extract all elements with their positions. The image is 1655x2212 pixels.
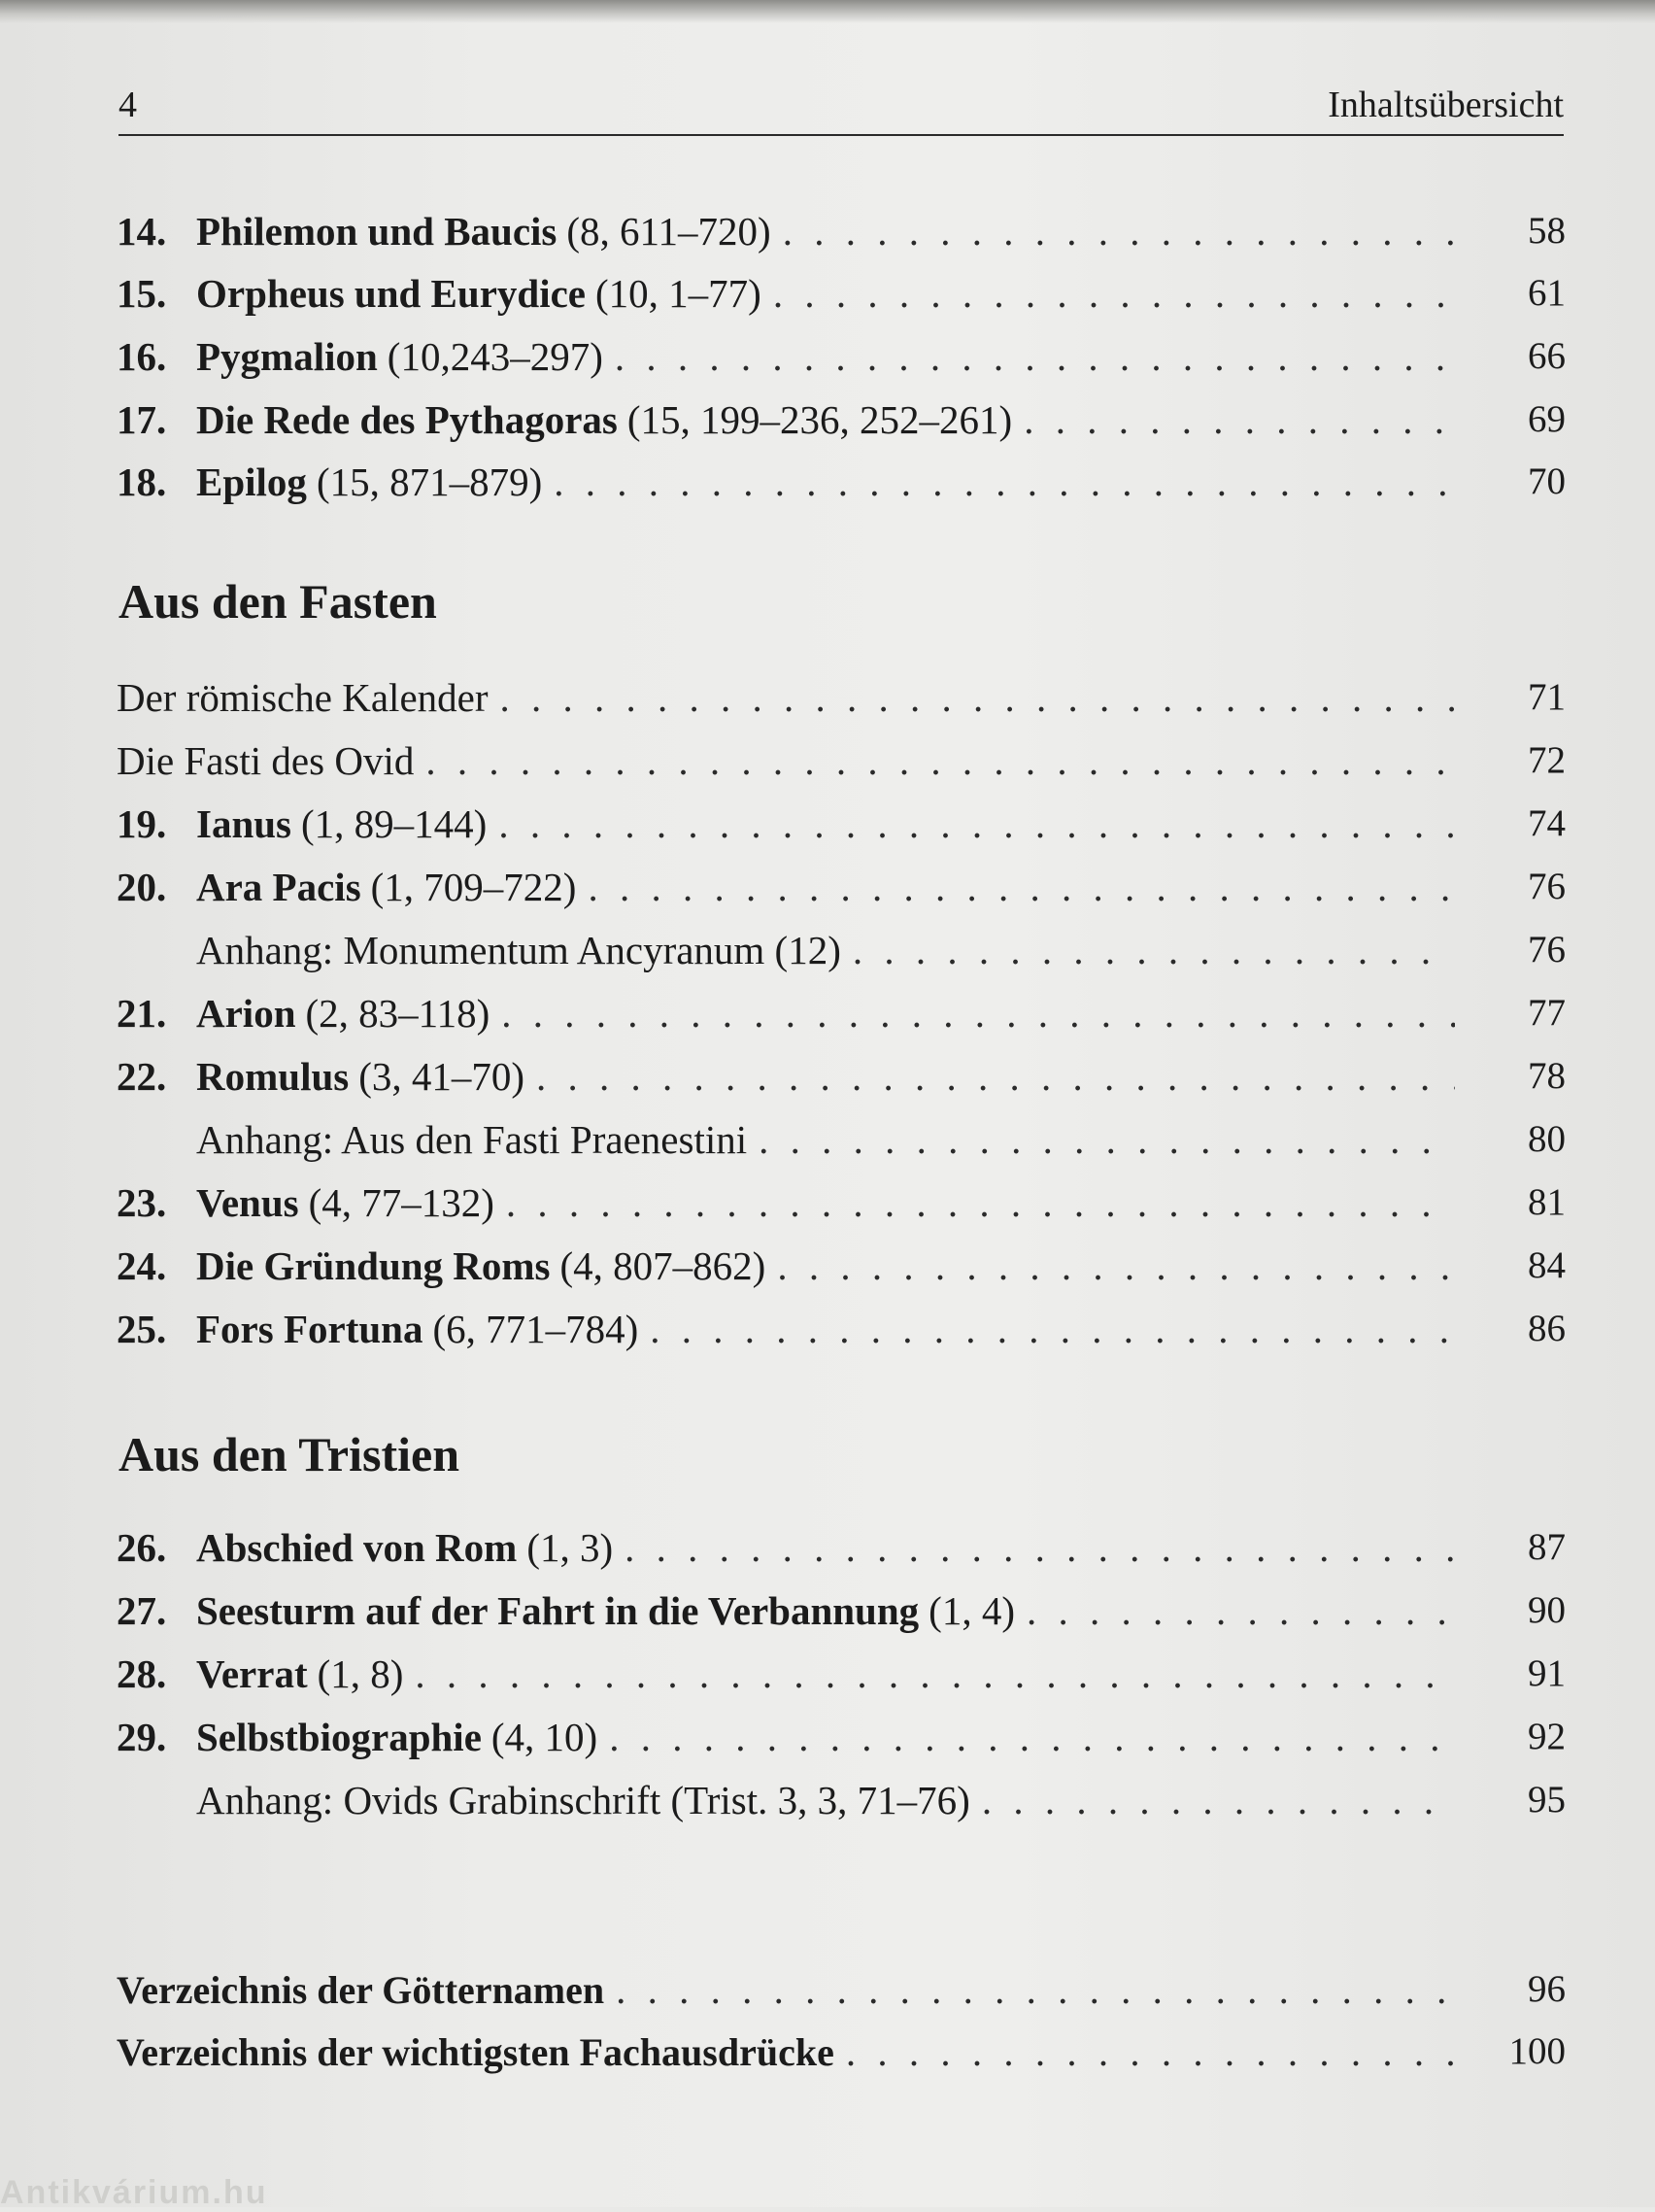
- entry-page: 87: [1528, 1526, 1566, 1568]
- entry-title: Ianus: [196, 801, 292, 846]
- entry-title: Selbstbiographie: [196, 1715, 482, 1759]
- entry-title: Verzeichnis der Götternamen: [117, 1968, 605, 2012]
- leader-dots: [853, 923, 1455, 977]
- entry-page: 72: [1528, 739, 1566, 781]
- leader-dots: [588, 860, 1455, 914]
- entry-page: 77: [1528, 992, 1566, 1034]
- page-header: [118, 76, 1564, 136]
- entry-page: 96: [1528, 1968, 1566, 2010]
- entry-reference: (15, 871–879): [316, 459, 543, 504]
- entry-reference: (1, 4): [929, 1588, 1015, 1633]
- entry-page: 91: [1528, 1652, 1566, 1694]
- entry-appendix: Anhang: Ovids Grabinschrift (Trist. 3, 3, 71–76): [196, 1778, 970, 1822]
- entry-title: Arion: [196, 991, 296, 1036]
- entry-reference: (1, 8): [317, 1651, 404, 1696]
- leader-dots: [1027, 1583, 1455, 1638]
- toc-entry: [0, 455, 1655, 509]
- toc-entry: [0, 733, 1655, 788]
- toc-entry: [0, 1175, 1655, 1230]
- entry-appendix: Anhang: Aus den Fasti Praenestini: [196, 1117, 748, 1162]
- entry-page: 84: [1528, 1244, 1566, 1286]
- leader-dots: [777, 1239, 1455, 1293]
- entry-title: Verrat: [196, 1651, 308, 1696]
- entry-number: 22.: [117, 1054, 167, 1099]
- entry-reference: (4, 77–132): [308, 1180, 494, 1225]
- leader-dots: [615, 329, 1455, 384]
- entry-page: 70: [1528, 460, 1566, 502]
- entry-title: Ara Pacis: [196, 865, 361, 909]
- leader-dots: [625, 1520, 1455, 1575]
- toc-entry: [0, 1112, 1655, 1167]
- leader-dots: [846, 2025, 1455, 2079]
- entry-number: 15.: [117, 271, 167, 316]
- leader-dots: [554, 455, 1455, 509]
- entry-page: 100: [1508, 2030, 1566, 2072]
- page-number: 4: [118, 85, 137, 125]
- entry-page: 74: [1528, 802, 1566, 844]
- leader-dots: [616, 1962, 1455, 2017]
- entry-number: 24.: [117, 1243, 167, 1288]
- entry-page: 80: [1528, 1118, 1566, 1160]
- entry-title: Die Gründung Roms: [196, 1243, 551, 1288]
- entry-number: 28.: [117, 1651, 167, 1696]
- toc-entry: [0, 670, 1655, 725]
- toc-entry: [0, 860, 1655, 914]
- entry-text: Die Fasti des Ovid: [117, 738, 415, 783]
- entry-reference: (3, 41–70): [358, 1054, 525, 1099]
- entry-title: Abschied von Rom: [196, 1525, 518, 1570]
- entry-title: Orpheus und Eurydice: [196, 271, 586, 316]
- toc-entry: [0, 392, 1655, 447]
- entry-reference: (4, 10): [490, 1715, 598, 1759]
- entry-number: 26.: [117, 1525, 167, 1570]
- leader-dots: [498, 797, 1455, 851]
- entry-number: 17.: [117, 397, 167, 442]
- leader-dots: [773, 266, 1455, 321]
- entry-number: 16.: [117, 334, 167, 379]
- entry-page: 92: [1528, 1716, 1566, 1757]
- entry-page: 69: [1528, 398, 1566, 440]
- toc-entry: [0, 1962, 1655, 2017]
- entry-title: Philemon und Baucis: [196, 209, 557, 254]
- entry-title: Epilog: [196, 459, 307, 504]
- entry-number: 23.: [117, 1180, 167, 1225]
- toc-entry: [0, 1710, 1655, 1764]
- entry-title: Seesturm auf der Fahrt in die Verbannung: [196, 1588, 920, 1633]
- entry-page: 61: [1528, 272, 1566, 314]
- entry-page: 58: [1528, 210, 1566, 252]
- leader-dots: [415, 1647, 1455, 1701]
- entry-reference: (1, 709–722): [370, 865, 577, 909]
- leader-dots: [609, 1710, 1455, 1764]
- entry-number: 25.: [117, 1307, 167, 1351]
- page-top-edge: [0, 0, 1655, 23]
- entry-number: 19.: [117, 801, 167, 846]
- entry-title: Die Rede des Pythagoras: [196, 397, 618, 442]
- leader-dots: [982, 1773, 1455, 1827]
- leader-dots: [536, 1049, 1455, 1104]
- entry-page: 81: [1528, 1181, 1566, 1223]
- entry-number: 20.: [117, 865, 167, 909]
- entry-page: 95: [1528, 1779, 1566, 1821]
- entry-page: 71: [1528, 676, 1566, 718]
- toc-entry: [0, 1773, 1655, 1827]
- toc-entry: [0, 1520, 1655, 1575]
- toc-entry: [0, 329, 1655, 384]
- entry-reference: (1, 3): [526, 1525, 614, 1570]
- entry-text: Der römische Kalender: [117, 675, 489, 720]
- leader-dots: [425, 733, 1455, 788]
- leader-dots: [1024, 392, 1455, 447]
- entry-reference: (6, 771–784): [432, 1307, 639, 1351]
- entry-page: 86: [1528, 1308, 1566, 1349]
- leader-dots: [759, 1112, 1455, 1167]
- section-title-tristien: Aus den Tristien: [118, 1427, 460, 1481]
- leader-dots: [506, 1175, 1455, 1230]
- toc-entry: [0, 797, 1655, 851]
- entry-appendix: Anhang: Monumentum Ancyranum (12): [196, 928, 841, 972]
- toc-entry: [0, 1647, 1655, 1701]
- entry-number: 18.: [117, 459, 167, 504]
- entry-title: Pygmalion: [196, 334, 378, 379]
- entry-number: 27.: [117, 1588, 167, 1633]
- entry-reference: (4, 807–862): [559, 1243, 766, 1288]
- watermark: Antikvárium.hu: [0, 2174, 268, 2211]
- entry-title: Verzeichnis der wichtigsten Fachausdrücke: [117, 2030, 834, 2074]
- leader-dots: [650, 1302, 1455, 1356]
- entry-reference: (10,243–297): [387, 334, 603, 379]
- running-title: Inhaltsübersicht: [1328, 85, 1564, 125]
- toc-entry: [0, 266, 1655, 321]
- leader-dots: [500, 670, 1456, 725]
- entry-title: Venus: [196, 1180, 299, 1225]
- toc-entry: [0, 1239, 1655, 1293]
- entry-number: 29.: [117, 1715, 167, 1759]
- entry-reference: (1, 89–144): [301, 801, 488, 846]
- entry-page: 90: [1528, 1589, 1566, 1631]
- entry-reference: (8, 611–720): [566, 209, 771, 254]
- entry-page: 76: [1528, 866, 1566, 907]
- toc-entry: [0, 986, 1655, 1040]
- toc-entry: [0, 204, 1655, 258]
- leader-dots: [783, 204, 1455, 258]
- toc-entry: [0, 1583, 1655, 1638]
- entry-reference: (10, 1–77): [595, 271, 761, 316]
- toc-entry: [0, 1049, 1655, 1104]
- leader-dots: [501, 986, 1455, 1040]
- entry-page: 78: [1528, 1055, 1566, 1097]
- toc-entry: [0, 2025, 1655, 2079]
- entry-reference: (15, 199–236, 252–261): [626, 397, 1013, 442]
- entry-title: Fors Fortuna: [196, 1307, 423, 1351]
- entry-number: 21.: [117, 991, 167, 1036]
- entry-title: Romulus: [196, 1054, 350, 1099]
- entry-page: 76: [1528, 929, 1566, 970]
- entry-page: 66: [1528, 335, 1566, 377]
- entry-reference: (2, 83–118): [305, 991, 490, 1036]
- section-title-fasten: Aus den Fasten: [118, 574, 437, 629]
- toc-entry: [0, 923, 1655, 977]
- toc-entry: [0, 1302, 1655, 1356]
- entry-number: 14.: [117, 209, 167, 254]
